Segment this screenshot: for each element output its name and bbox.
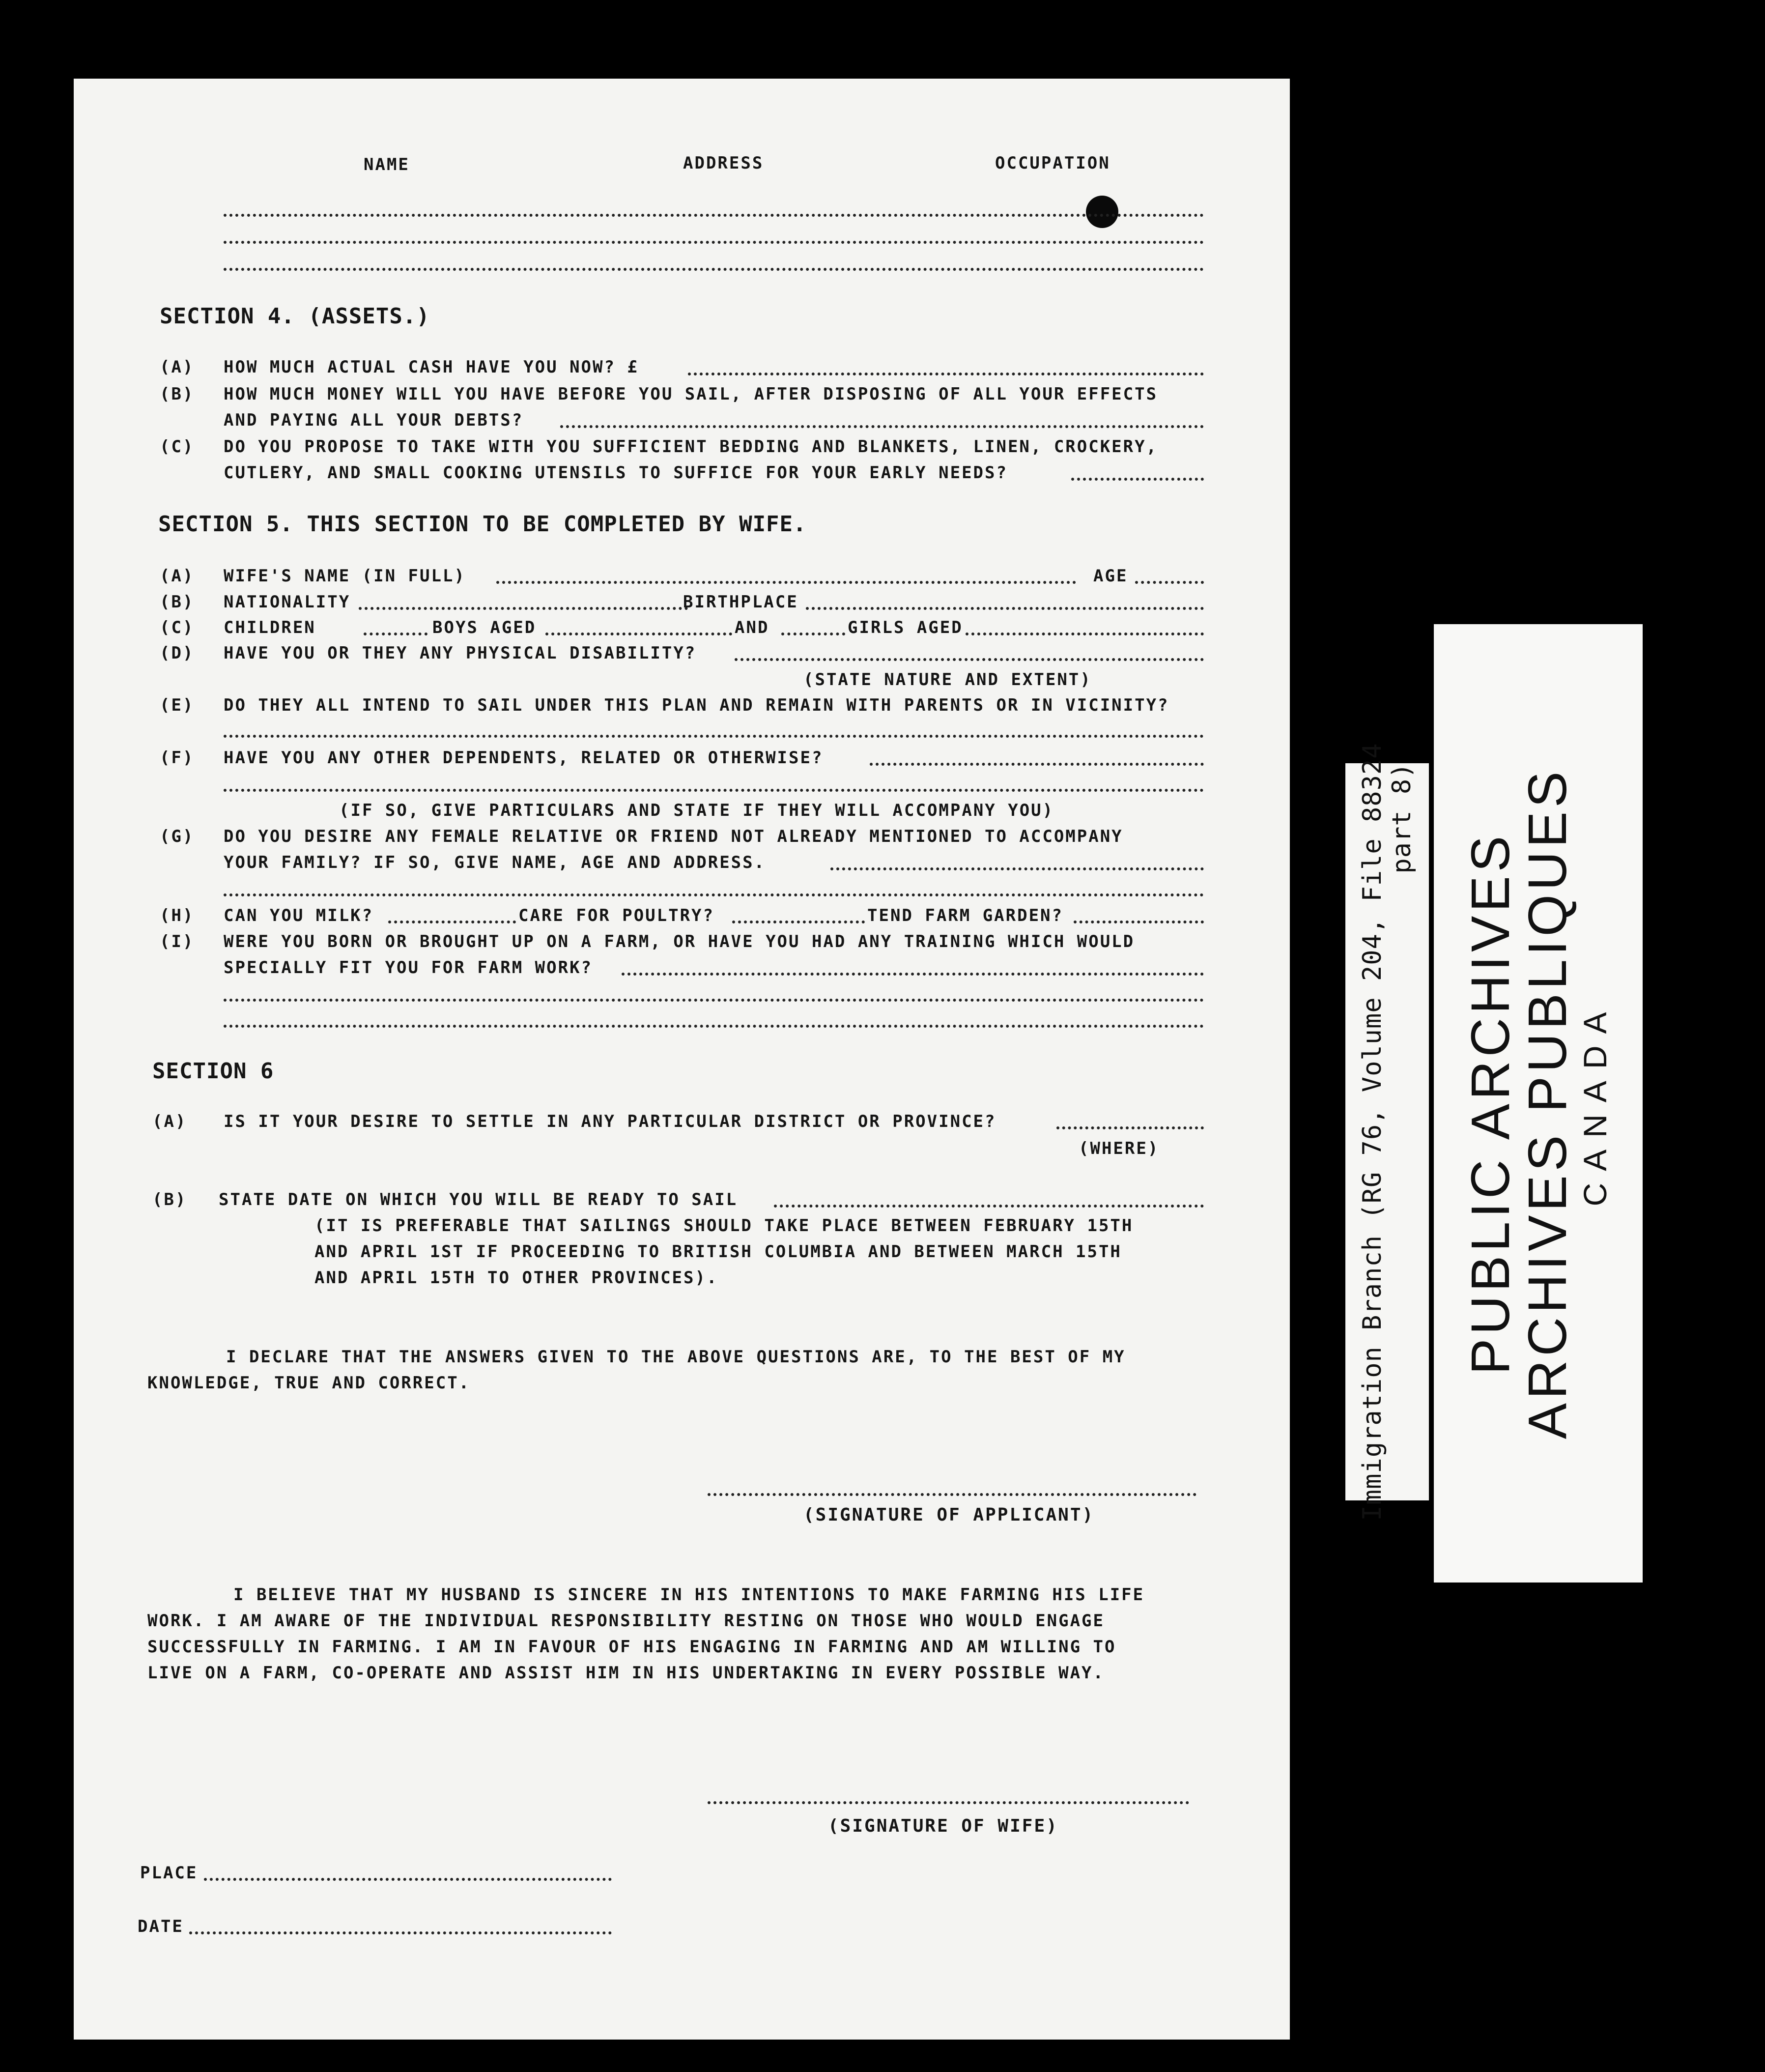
header-occupation: OCCUPATION xyxy=(995,153,1110,173)
label-date: DATE xyxy=(138,1917,184,1936)
wife-statement-line-1: I BELIEVE THAT MY HUSBAND IS SINCERE IN HIS INTENTIONS TO MAKE FARMING HIS LIFE xyxy=(233,1585,1145,1605)
application-form xyxy=(74,79,1290,2040)
place-field[interactable] xyxy=(204,1878,612,1881)
dependents-field[interactable] xyxy=(870,763,1204,766)
question-children: CHILDREN xyxy=(224,618,316,637)
item-letter: (B) xyxy=(160,592,195,612)
header-address: ADDRESS xyxy=(683,153,764,173)
wife-signature-label: (SIGNATURE OF WIFE) xyxy=(828,1816,1058,1836)
archives-label xyxy=(1434,624,1643,1583)
question-female-relative-cont: YOUR FAMILY? IF SO, GIVE NAME, AGE AND ADDRESS. xyxy=(224,853,766,872)
reference-tag xyxy=(1345,743,1429,1521)
note-sailing-1: (IT IS PREFERABLE THAT SAILINGS SHOULD TAKE PLACE BETWEEN FEBRUARY 15TH xyxy=(314,1216,1134,1236)
bedding-field[interactable] xyxy=(1071,478,1204,481)
section-4-title: SECTION 4. (ASSETS.) xyxy=(160,304,430,329)
label-place: PLACE xyxy=(140,1863,198,1883)
note-sailing-2: AND APRIL 1ST IF PROCEEDING TO BRITISH COLUMBIA AND BETWEEN MARCH 15TH xyxy=(314,1242,1122,1262)
item-letter: (B) xyxy=(152,1190,187,1209)
header-name: NAME xyxy=(364,155,410,174)
garden-field[interactable] xyxy=(1074,921,1204,923)
poultry-field[interactable] xyxy=(732,921,865,923)
declaration-line-1: I DECLARE THAT THE ANSWERS GIVEN TO THE ABOVE QUESTIONS ARE, TO THE BEST OF MY xyxy=(226,1347,1126,1367)
question-money-cont: AND PAYING ALL YOUR DEBTS? xyxy=(224,410,524,430)
note-where: (WHERE) xyxy=(1079,1139,1160,1158)
item-letter: (A) xyxy=(160,566,195,586)
cash-field[interactable] xyxy=(688,373,1204,375)
question-nationality: NATIONALITY xyxy=(224,592,351,612)
entry-line-3[interactable] xyxy=(224,268,1204,271)
disability-field[interactable] xyxy=(735,658,1204,661)
label-birthplace: BIRTHPLACE xyxy=(683,592,798,612)
question-dependents: HAVE YOU ANY OTHER DEPENDENTS, RELATED OR OTHERWISE? xyxy=(224,748,824,768)
wife-statement-line-4: LIVE ON A FARM, CO-OPERATE AND ASSIST HIM IN HIS UNDERTAKING IN EVERY POSSIBLE WAY. xyxy=(147,1663,1105,1683)
farm-training-field[interactable] xyxy=(622,973,1204,976)
question-settle: IS IT YOUR DESIRE TO SETTLE IN ANY PARTICULAR DISTRICT OR PROVINCE? xyxy=(224,1112,996,1131)
entry-line-2[interactable] xyxy=(224,241,1204,244)
wife-statement-line-2: WORK. I AM AWARE OF THE INDIVIDUAL RESPONSIBILITY RESTING ON THOSE WHO WOULD ENGAGE xyxy=(147,1611,1105,1631)
dependents-field-2[interactable] xyxy=(224,789,1204,792)
note-nature-extent: (STATE NATURE AND EXTENT) xyxy=(803,670,1092,690)
declaration-line-2: KNOWLEDGE, TRUE AND CORRECT. xyxy=(147,1373,471,1393)
question-farm-training-cont: SPECIALLY FIT YOU FOR FARM WORK? xyxy=(224,958,593,978)
question-wife-name: WIFE'S NAME (IN FULL) xyxy=(224,566,466,586)
age-field[interactable] xyxy=(1135,581,1204,584)
boys-aged-field[interactable] xyxy=(545,633,732,635)
item-letter: (G) xyxy=(160,827,195,846)
label-age: AGE xyxy=(1093,566,1128,586)
girls-aged-field[interactable] xyxy=(966,633,1204,635)
money-field[interactable] xyxy=(560,425,1204,428)
question-sail-date: STATE DATE ON WHICH YOU WILL BE READY TO SAIL xyxy=(219,1190,738,1209)
archives-line-3: CANADA xyxy=(1576,1000,1613,1207)
item-letter: (B) xyxy=(160,384,195,404)
question-milk: CAN YOU MILK? xyxy=(224,906,374,925)
form-page xyxy=(74,79,1290,2040)
item-letter: (H) xyxy=(160,906,195,925)
item-letter: (D) xyxy=(160,643,195,663)
question-cash: HOW MUCH ACTUAL CASH HAVE YOU NOW? £ xyxy=(224,357,639,377)
note-sailing-3: AND APRIL 15TH TO OTHER PROVINCES). xyxy=(314,1268,718,1288)
sail-date-field[interactable] xyxy=(774,1205,1204,1208)
question-poultry: CARE FOR POULTRY? xyxy=(518,906,714,925)
item-letter: (F) xyxy=(160,748,195,768)
nationality-field[interactable] xyxy=(359,607,688,610)
farm-training-field-3[interactable] xyxy=(224,1025,1204,1028)
date-field[interactable] xyxy=(189,1931,612,1934)
wife-name-field[interactable] xyxy=(496,581,1076,584)
item-letter: (E) xyxy=(160,695,195,715)
note-particulars: (IF SO, GIVE PARTICULARS AND STATE IF THEY WILL ACCOMPANY YOU) xyxy=(339,801,1054,820)
question-money: HOW MUCH MONEY WILL YOU HAVE BEFORE YOU SAIL, AFTER DISPOSING OF ALL YOUR EFFECTS xyxy=(224,384,1158,404)
female-relative-field-2[interactable] xyxy=(224,893,1204,896)
reference-text xyxy=(1358,743,1417,1521)
sail-plan-field[interactable] xyxy=(224,735,1204,738)
section-5-title: SECTION 5. THIS SECTION TO BE COMPLETED BY WIFE. xyxy=(158,512,807,537)
question-bedding: DO YOU PROPOSE TO TAKE WITH YOU SUFFICIENT BEDDING AND BLANKETS, LINEN, CROCKERY, xyxy=(224,437,1158,457)
wife-signature-field[interactable] xyxy=(708,1801,1189,1804)
farm-training-field-2[interactable] xyxy=(224,999,1204,1002)
section-6-title: SECTION 6 xyxy=(152,1059,274,1084)
archives-line-2: ARCHIVES PUBLIQUES xyxy=(1516,767,1577,1439)
item-letter: (I) xyxy=(160,932,195,951)
applicant-signature-field[interactable] xyxy=(708,1493,1196,1496)
label-girls-aged: GIRLS AGED xyxy=(848,618,963,637)
item-letter: (A) xyxy=(160,357,195,377)
item-letter: (A) xyxy=(152,1112,187,1131)
question-farm-training: WERE YOU BORN OR BROUGHT UP ON A FARM, OR HAVE YOU HAD ANY TRAINING WHICH WOULD xyxy=(224,932,1135,951)
question-female-relative: DO YOU DESIRE ANY FEMALE RELATIVE OR FRIEND NOT ALREADY MENTIONED TO ACCOMPANY xyxy=(224,827,1123,846)
question-bedding-cont: CUTLERY, AND SMALL COOKING UTENSILS TO SUFFICE FOR YOUR EARLY NEEDS? xyxy=(224,463,1008,483)
question-sail-plan: DO THEY ALL INTEND TO SAIL UNDER THIS PLAN AND REMAIN WITH PARENTS OR IN VICINITY? xyxy=(224,695,1169,715)
reference-part: part 8) xyxy=(1387,762,1417,874)
birthplace-field[interactable] xyxy=(806,607,1204,610)
question-garden: TEND FARM GARDEN? xyxy=(867,906,1063,925)
reference-line: Immigration Branch (RG 76, Volume 204, File 88324 xyxy=(1358,743,1387,1521)
question-disability: HAVE YOU OR THEY ANY PHYSICAL DISABILITY? xyxy=(224,643,697,663)
item-letter: (C) xyxy=(160,618,195,637)
entry-line-1[interactable] xyxy=(224,214,1204,217)
label-and: AND xyxy=(735,618,769,637)
punch-hole-icon xyxy=(1086,196,1118,228)
milk-field[interactable] xyxy=(388,921,516,923)
item-letter: (C) xyxy=(160,437,195,457)
and-field[interactable] xyxy=(781,633,845,635)
settle-field[interactable] xyxy=(1056,1126,1204,1129)
applicant-signature-label: (SIGNATURE OF APPLICANT) xyxy=(803,1505,1095,1525)
wife-statement-line-3: SUCCESSFULLY IN FARMING. I AM IN FAVOUR OF HIS ENGAGING IN FARMING AND AM WILLING TO xyxy=(147,1637,1116,1657)
archives-label-text xyxy=(1462,768,1614,1439)
label-boys-aged: BOYS AGED xyxy=(432,618,537,637)
children-field[interactable] xyxy=(364,633,427,635)
archives-line-1: PUBLIC ARCHIVES xyxy=(1460,832,1521,1375)
female-relative-field[interactable] xyxy=(830,867,1204,870)
